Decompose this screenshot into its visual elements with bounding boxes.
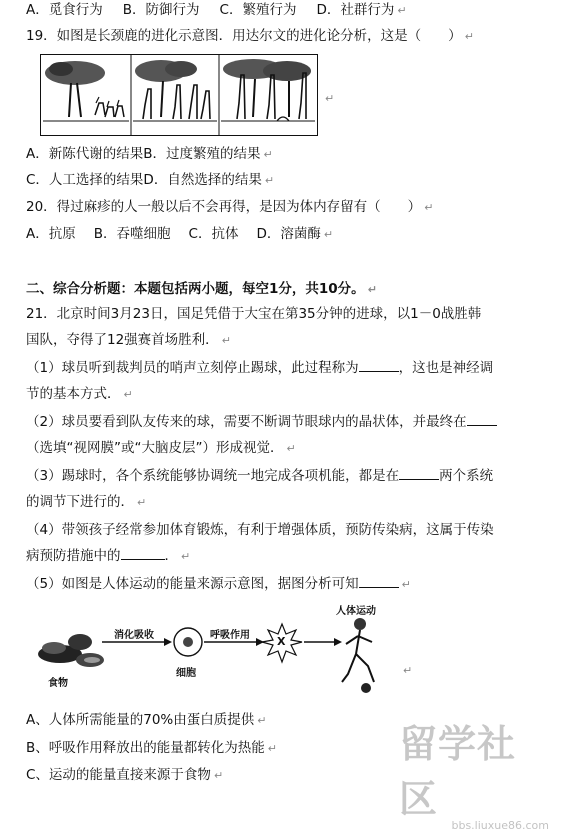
answer-blank-1[interactable] <box>359 359 399 372</box>
q20-stem <box>26 197 433 218</box>
q21-part1-text-a: （1）球员听到裁判员的哨声立刻停止踢球，此过程称为 <box>26 360 359 376</box>
q21-part2-text-b: （选填“视网膜”或“大脑皮层”）形成视觉． <box>26 440 284 456</box>
q20-option-c: C．抗体 <box>188 226 239 242</box>
q20-option-b: B．吞噬细胞 <box>93 226 171 242</box>
q18-options <box>26 0 407 21</box>
return-mark-icon: ↵ <box>257 714 267 727</box>
answer-blank-2[interactable] <box>467 413 497 426</box>
q21-stem-text-1: 21．北京时间3月23日，国足凭借于大宝在第35分钟的进球，以1－0战胜韩 <box>26 306 482 322</box>
watermark-url: bbs.liuxue86.com <box>451 819 549 832</box>
return-mark-icon: ↵ <box>401 578 411 591</box>
q21-option-b-text: B、呼吸作用释放出的能量都转化为热能 <box>26 740 265 756</box>
return-mark-icon: ↵ <box>286 442 296 455</box>
return-mark-icon: ↵ <box>264 174 275 187</box>
q21-part1-text-c: 节的基本方式． <box>26 386 121 402</box>
answer-blank-4[interactable] <box>121 547 165 560</box>
cell-label: 细胞 <box>176 668 196 679</box>
q21-part4-text-b: 病预防措施中的 <box>26 548 121 564</box>
q21-part3-text-a: （3）踢球时，各个系统能够协调统一地完成各项机能，都是在 <box>26 468 400 484</box>
q21-part5-line <box>26 574 411 595</box>
q20-stem-text: 20．得过麻疹的人一般以后不会再得，是因为体内存留有（ ） <box>26 199 422 215</box>
answer-blank-3[interactable] <box>399 467 439 480</box>
q21-part2-line2 <box>26 438 296 459</box>
giraffe-scenes <box>41 55 317 135</box>
q20-option-a: A．抗原 <box>26 226 76 242</box>
q21-stem-line1 <box>26 304 481 324</box>
q21-option-c-text: C、运动的能量直接来源于食物 <box>26 767 211 783</box>
section-two-heading <box>26 279 377 300</box>
q21-option-a-text: A、人体所需能量的70%由蛋白质提供 <box>26 712 255 728</box>
return-mark-icon: ↵ <box>403 664 413 677</box>
q21-part5-option-c <box>26 765 223 786</box>
q19-options-ab: A．新陈代谢的结果B．过度繁殖的结果 <box>26 146 261 162</box>
return-mark-icon: ↵ <box>397 4 407 17</box>
soccer-player <box>342 618 374 693</box>
q19-stem-text: 19．如图是长颈鹿的进化示意图．用达尔文的进化论分析，这是（ ） <box>26 28 462 44</box>
q21-part4-line1 <box>26 520 494 540</box>
q21-part3-text-c: 的调节下进行的． <box>26 494 134 510</box>
q21-part1-line2 <box>26 384 133 405</box>
q21-part5-option-b <box>26 738 277 759</box>
q21-part1-text-b: ，这也是神经调 <box>398 360 494 376</box>
x-label: X <box>277 635 286 648</box>
q19-stem <box>26 26 474 47</box>
giraffe-evolution-figure <box>40 54 318 136</box>
food-label: 食物 <box>48 678 68 689</box>
return-mark-icon: ↵ <box>181 550 191 563</box>
q18-option-c: C．繁殖行为 <box>219 2 297 18</box>
q21-part3-line1 <box>26 466 493 486</box>
return-mark-icon: ↵ <box>267 742 277 755</box>
q21-stem-line2 <box>26 330 231 351</box>
q19-options-line2 <box>26 170 274 191</box>
q21-part4-text-a: （4）带领孩子经常参加体育锻炼，有利于增强体质，预防传染病，这属于传染 <box>26 522 494 538</box>
q21-stem-text-2: 国队，夺得了12强赛首场胜利． <box>26 332 219 348</box>
giraffe-panel-2 <box>133 60 217 121</box>
digestion-label: 消化吸收 <box>114 630 154 641</box>
giraffe-panel-3 <box>221 59 315 121</box>
watermark-title: 留学社区 <box>399 722 517 821</box>
q19-options-cd: C．人工选择的结果D．自然选择的结果 <box>26 172 262 188</box>
q18-option-a: A．觅食行为 <box>26 2 103 18</box>
q18-option-d: D．社群行为 <box>316 2 395 18</box>
return-mark-icon: ↵ <box>325 92 335 105</box>
q21-part1-line1 <box>26 358 493 378</box>
q20-option-d: D．溶菌酶 <box>256 226 321 242</box>
q21-part4-text-c: ． <box>164 548 178 564</box>
giraffe-panel-1 <box>43 61 129 121</box>
answer-blank-5[interactable] <box>359 575 399 588</box>
q21-part2-text-a: （2）球员要看到队友传来的球，需要不断调节眼球内的晶状体，并最终在 <box>26 414 467 430</box>
q21-part5-text: （5）如图是人体运动的能量来源示意图，据图分析可知 <box>26 576 359 592</box>
return-mark-icon: ↵ <box>123 388 133 401</box>
q21-part2-line1 <box>26 412 497 432</box>
q21-part3-text-b: 两个系统 <box>439 468 494 484</box>
return-mark-icon: ↵ <box>424 201 434 214</box>
q20-options <box>26 224 333 245</box>
return-mark-icon: ↵ <box>213 769 224 782</box>
food-illustration <box>38 634 104 667</box>
return-mark-icon: ↵ <box>263 148 273 161</box>
q18-option-b: B．防御行为 <box>122 2 200 18</box>
return-mark-icon: ↵ <box>323 228 334 241</box>
q21-part5-option-a <box>26 710 266 731</box>
return-mark-icon: ↵ <box>367 283 377 296</box>
return-mark-icon: ↵ <box>221 334 231 347</box>
q21-part3-line2 <box>26 492 146 513</box>
return-mark-icon: ↵ <box>464 30 474 43</box>
respiration-label: 呼吸作用 <box>210 630 250 641</box>
return-mark-icon: ↵ <box>137 496 147 509</box>
movement-label: 人体运动 <box>336 606 376 617</box>
energy-source-figure <box>34 602 394 698</box>
q19-options-line1 <box>26 144 273 165</box>
section-two-heading-text: 二、综合分析题：本题包括两小题，每空1分，共10分。 <box>26 281 365 297</box>
site-watermark <box>399 713 549 832</box>
q21-part4-line2 <box>26 546 190 567</box>
